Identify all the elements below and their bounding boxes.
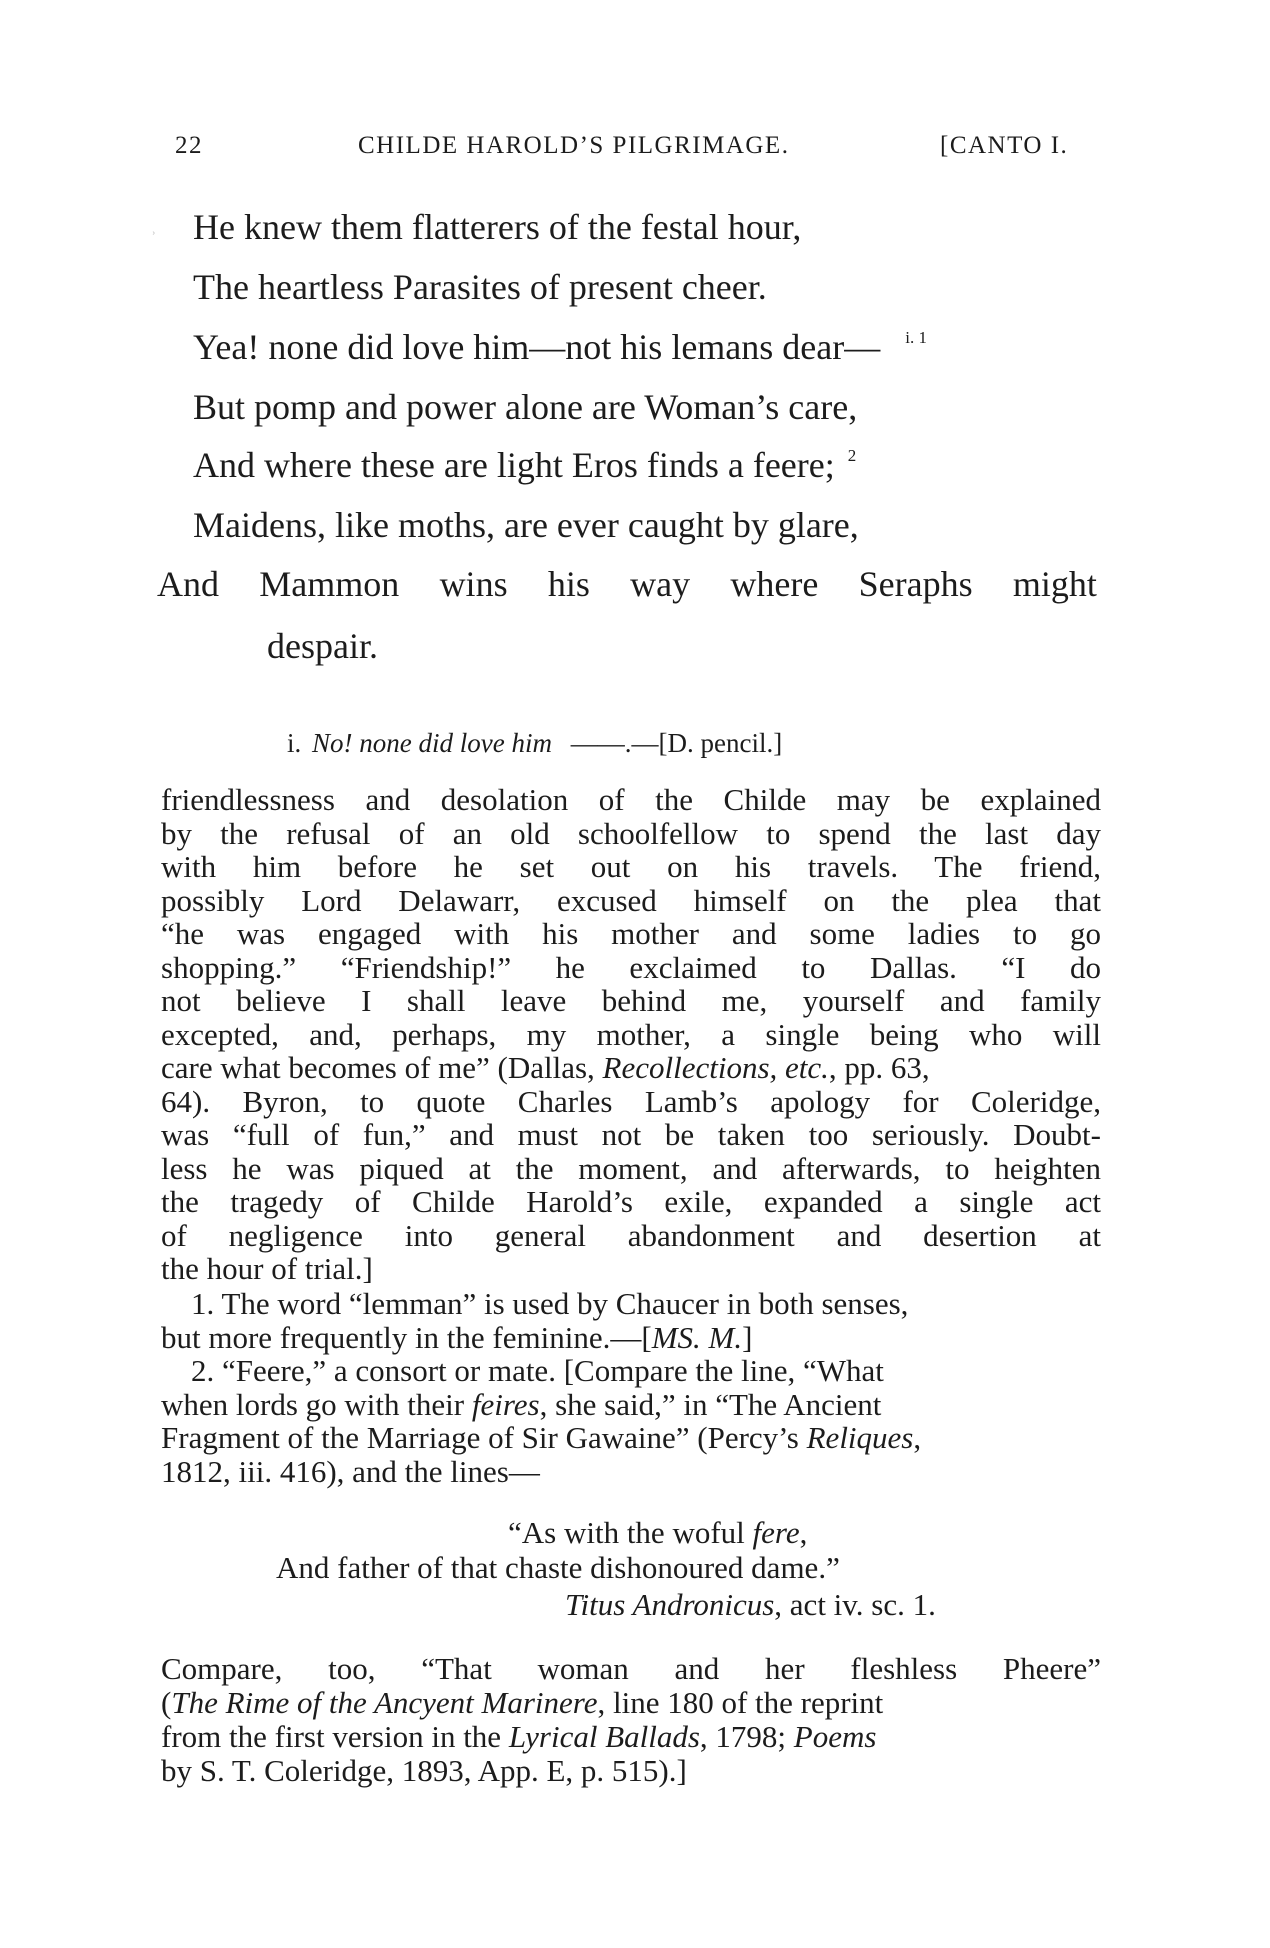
compare-paragraph bbox=[161, 1653, 1101, 1789]
verse-line-5-text: And where these are light Eros finds a feere; bbox=[193, 445, 835, 485]
verse-word: might bbox=[1012, 564, 1097, 604]
footnote-2-line-1: 2. “Feere,” a consort or mate. [Compare the line, “What bbox=[191, 1353, 884, 1388]
note-line bbox=[161, 1052, 1101, 1086]
footnote-mark-2: 2 bbox=[847, 446, 857, 465]
verse-word: wins bbox=[439, 564, 508, 604]
verse-line-1: He knew them flatterers of the festal hour, bbox=[193, 207, 802, 247]
note-line-text: , she said,” in “The Ancient bbox=[539, 1386, 882, 1422]
note-line-text: was “full of fun,” and must not be taken too seriously. Doubt- bbox=[161, 1117, 1101, 1152]
compare-line-1 bbox=[161, 1653, 1101, 1687]
compare-line-3 bbox=[161, 1721, 1101, 1755]
note-line bbox=[161, 815, 1101, 852]
quote-line-1 bbox=[508, 1515, 807, 1551]
verse-line-8: despair. bbox=[267, 626, 378, 666]
quote-line-2: And father of that chaste dishonoured dame.” bbox=[276, 1550, 840, 1585]
note-line-italic: Poems bbox=[793, 1719, 877, 1754]
note-line-text: shopping.” “Friendship!” he exclaimed to Dallas. “I do bbox=[161, 949, 1101, 985]
verse-word: Mammon bbox=[259, 564, 400, 604]
verse-word: way bbox=[630, 564, 691, 604]
footnote-1-line-2 bbox=[161, 1319, 1101, 1356]
note-line bbox=[161, 1016, 1101, 1053]
note-line-italic: Lyrical Ballads bbox=[508, 1719, 700, 1754]
footnote-2-line-4: 1812, iii. 416), and the lines— bbox=[161, 1453, 540, 1489]
verse-word: Seraphs bbox=[858, 564, 973, 604]
note-line-text: , line 180 of the reprint bbox=[597, 1685, 884, 1720]
verse-line-3-text: Yea! none did love him—not his lemans dear— bbox=[193, 327, 881, 367]
note-line-italic: Recollections, etc. bbox=[602, 1050, 829, 1085]
note-line bbox=[161, 949, 1101, 986]
note-line bbox=[161, 1186, 1101, 1220]
note-line-text: less he was piqued at the moment, and afterwards, to heighten bbox=[161, 1150, 1101, 1186]
verse-word: And bbox=[157, 564, 219, 604]
note-line-text: , pp. 63, bbox=[828, 1050, 930, 1085]
note-line-text: but more frequently in the feminine.—[ bbox=[161, 1319, 652, 1355]
note-line-text: ( bbox=[161, 1685, 172, 1720]
verse-line-5 bbox=[193, 447, 856, 483]
footnote-1-line-1: 1. The word “lemman” is used by Chaucer in both senses, bbox=[191, 1286, 909, 1321]
verse-line-6: Maidens, like moths, are ever caught by glare, bbox=[193, 505, 859, 545]
note-line-text: ] bbox=[742, 1319, 753, 1355]
note-line-text: from the first version in the bbox=[161, 1719, 509, 1754]
note-line-text: the hour of trial.] bbox=[161, 1251, 373, 1286]
running-title: CHILDE HAROLD’S PILGRIMAGE. bbox=[358, 132, 790, 159]
note-paragraph bbox=[161, 784, 1101, 1287]
note-line bbox=[161, 918, 1101, 952]
note-line-text: excepted, and, perhaps, my mother, a single being who will bbox=[161, 1016, 1101, 1052]
variant-reading bbox=[287, 728, 782, 759]
quote-text: “As with the woful bbox=[508, 1515, 753, 1550]
note-line-text: of negligence into general abandonment and desertion at bbox=[161, 1217, 1101, 1253]
stray-mark: ʾ bbox=[151, 230, 157, 247]
quote-italic: fere bbox=[752, 1515, 800, 1550]
note-line-text: the tragedy of Childe Harold’s exile, expanded a single act bbox=[161, 1184, 1101, 1219]
note-line-text: Fragment of the Marriage of Sir Gawaine” (Percy’s bbox=[161, 1420, 807, 1455]
note-line-italic: feires bbox=[471, 1386, 540, 1422]
variant-source: —[D. pencil.] bbox=[631, 728, 783, 758]
compare-line-4: by S. T. Coleridge, 1893, App. E, p. 515).] bbox=[161, 1753, 687, 1788]
verse-line-7 bbox=[157, 566, 1097, 602]
canto-label: [CANTO I. bbox=[940, 132, 1069, 159]
footnote-1 bbox=[161, 1288, 1101, 1355]
note-line-text: “he was engaged with his mother and some ladies to go bbox=[161, 916, 1101, 951]
verse-line-2: The heartless Parasites of present cheer. bbox=[193, 267, 767, 307]
variant-label: i. bbox=[287, 728, 302, 758]
variant-note-marks: i. 1 bbox=[905, 328, 927, 347]
quote-text: , bbox=[799, 1515, 808, 1550]
variant-dash: ——. bbox=[570, 728, 632, 758]
page-number: 22 bbox=[175, 132, 203, 159]
note-line bbox=[161, 1217, 1101, 1254]
footnote-2 bbox=[161, 1355, 1101, 1489]
note-line bbox=[161, 882, 1101, 919]
note-line-text: by the refusal of an old schoolfellow to spend the last day bbox=[161, 815, 1101, 851]
compare-line-2 bbox=[161, 1687, 1101, 1721]
note-line-text: 64). Byron, to quote Charles Lamb’s apology for Coleridge, bbox=[161, 1083, 1101, 1119]
quote-attribution bbox=[565, 1587, 936, 1623]
note-line-text: not believe I shall leave behind me, yourself and family bbox=[161, 983, 1101, 1018]
note-line-text: , 1798; bbox=[699, 1719, 794, 1754]
note-line bbox=[161, 1150, 1101, 1187]
note-line bbox=[161, 784, 1101, 818]
variant-text: No! none did love him bbox=[312, 728, 552, 758]
quote-source-ref: , act iv. sc. 1. bbox=[774, 1587, 936, 1622]
note-line-text: possibly Lord Delawarr, excused himself on the plea that bbox=[161, 882, 1101, 918]
note-line bbox=[161, 1119, 1101, 1153]
note-line-text: with him before he set out on his travels. The friend, bbox=[161, 849, 1101, 884]
note-line-text: when lords go with their bbox=[161, 1386, 472, 1422]
note-line bbox=[161, 985, 1101, 1019]
quote-source-title: Titus Andronicus bbox=[565, 1587, 775, 1622]
verse-line-4: But pomp and power alone are Woman’s care, bbox=[193, 387, 858, 427]
note-line-italic: Reliques bbox=[806, 1420, 914, 1455]
note-line-text: care what becomes of me” (Dallas, bbox=[161, 1050, 603, 1085]
note-line-text: Compare, too, “That woman and her fleshless Pheere” bbox=[161, 1651, 1101, 1686]
note-line bbox=[161, 1083, 1101, 1120]
note-line bbox=[161, 851, 1101, 885]
verse-word: his bbox=[547, 564, 590, 604]
verse-line-3 bbox=[193, 329, 927, 365]
note-line-text: friendlessness and desolation of the Childe may be explained bbox=[161, 782, 1101, 817]
footnote-2-line-2 bbox=[161, 1386, 1101, 1423]
note-line-text: , bbox=[913, 1420, 922, 1455]
note-line-italic: The Rime of the Ancyent Marinere bbox=[171, 1685, 598, 1720]
note-line-italic: MS. M. bbox=[651, 1319, 743, 1355]
note-line bbox=[161, 1253, 1101, 1287]
footnote-2-line-3 bbox=[161, 1422, 1101, 1456]
verse-word: where bbox=[730, 564, 819, 604]
